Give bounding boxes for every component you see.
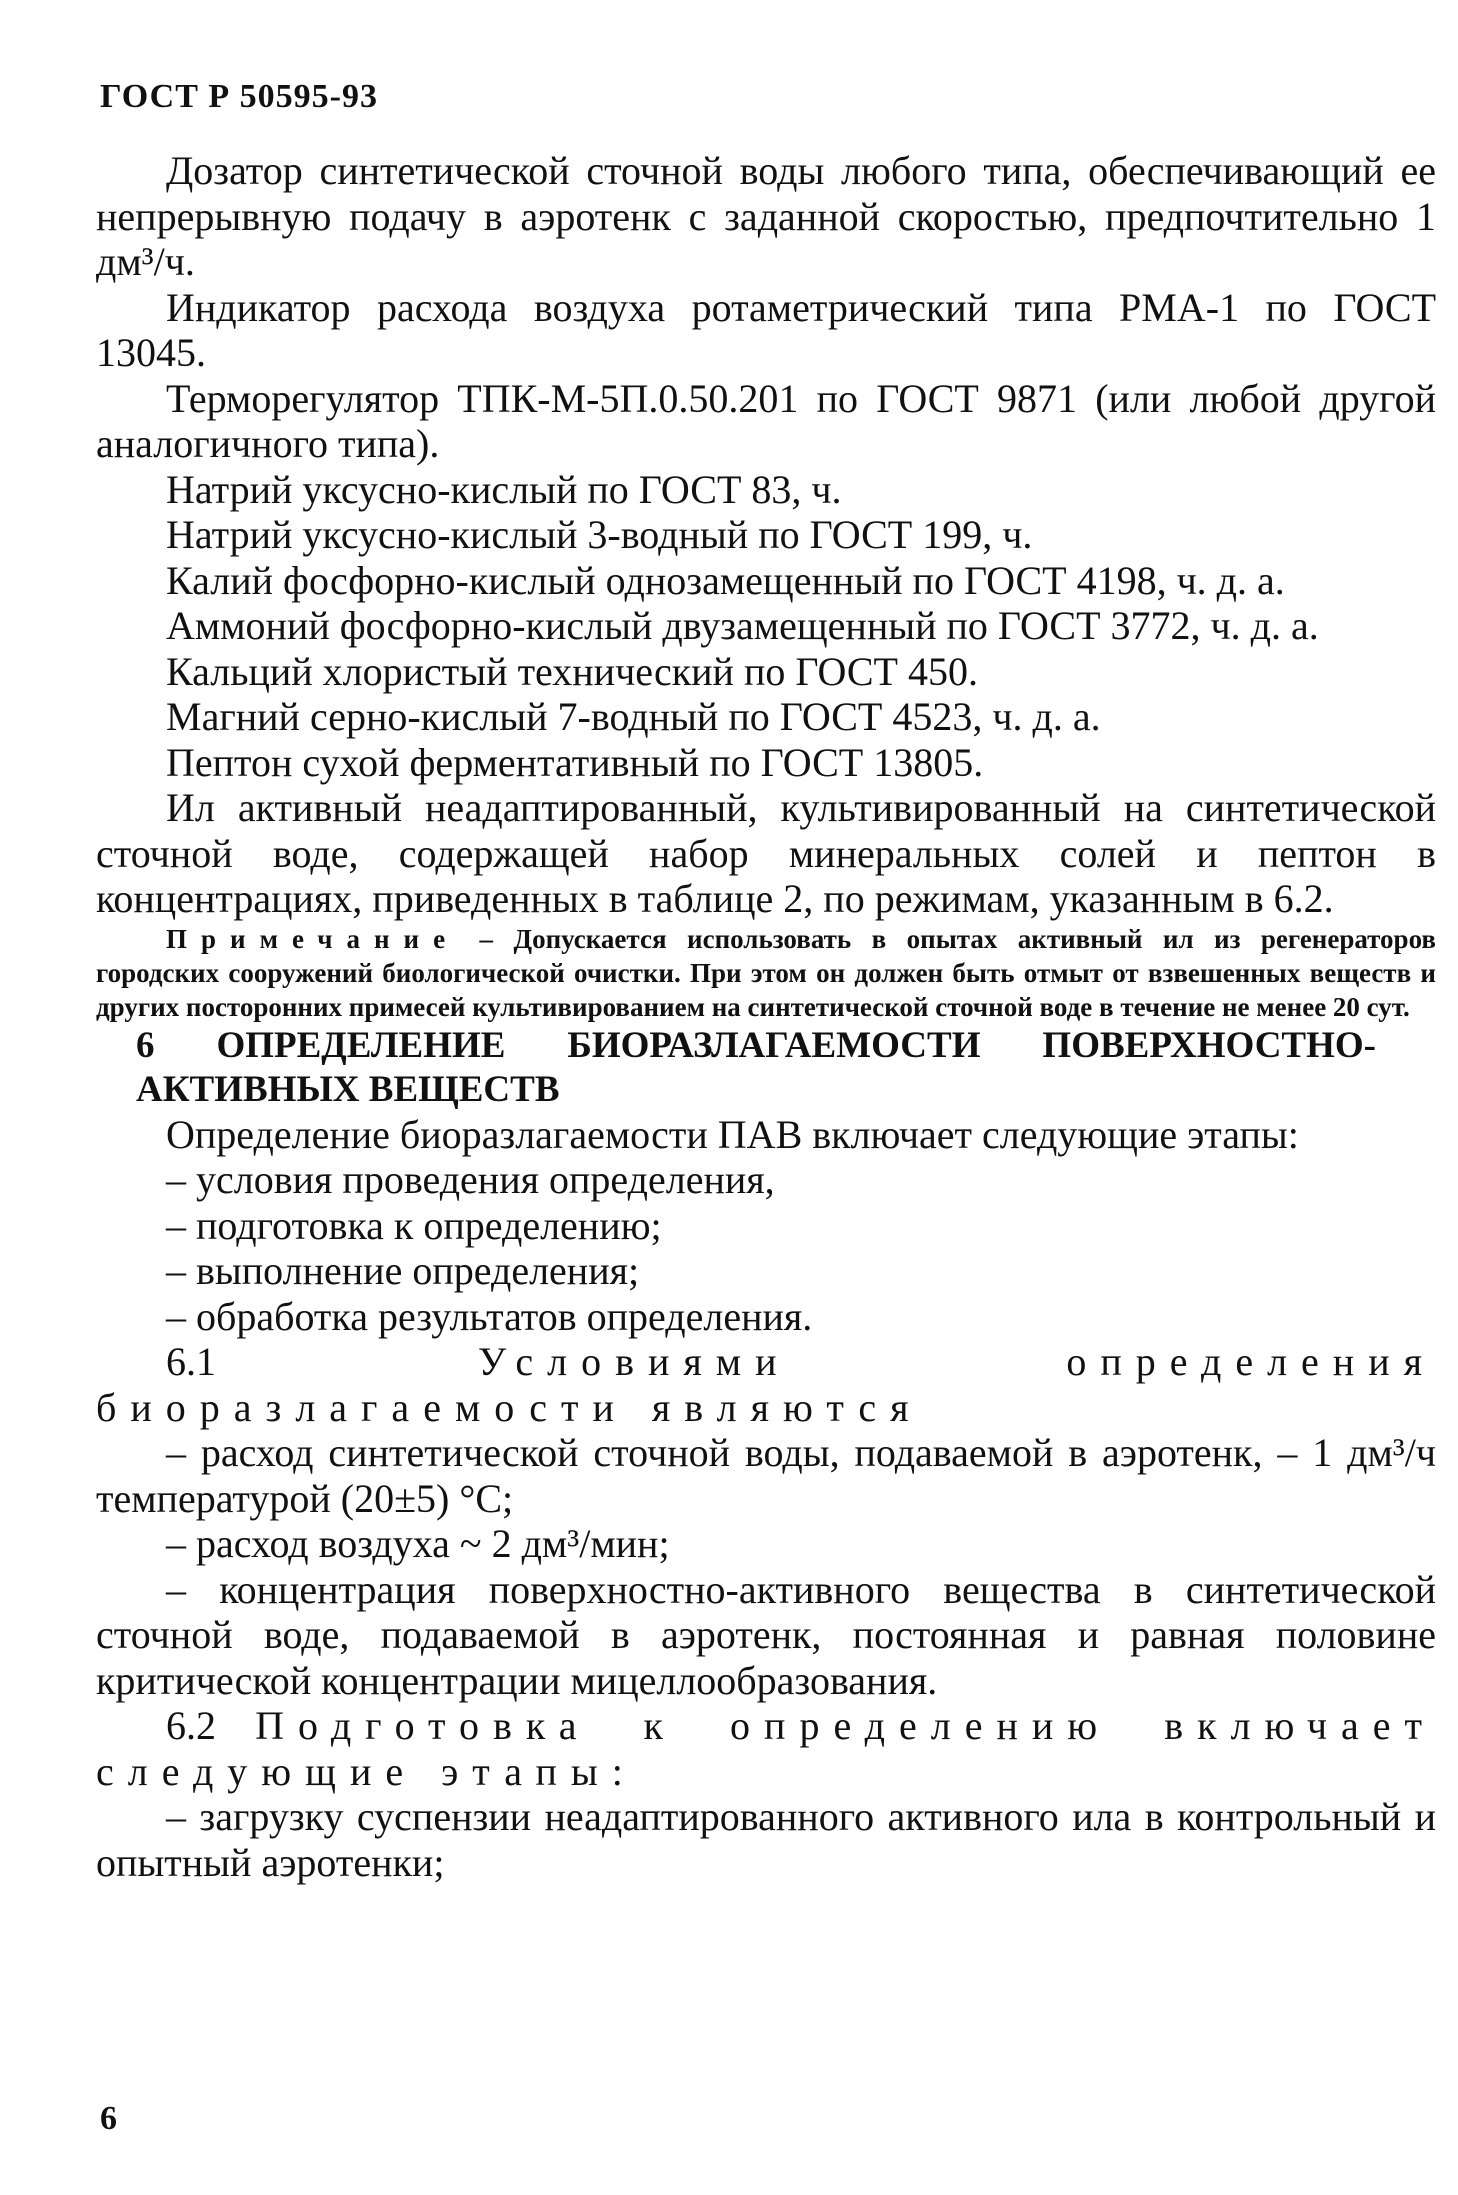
reagent-magnesium-sulfate: Магний серно-кислый 7-водный по ГОСТ 4523, ч. д. а.: [166, 694, 1101, 739]
note-label: Примечание: [166, 923, 460, 954]
stages-intro: Определение биоразлагаемости ПАВ включает следующие этапы:: [166, 1111, 1299, 1157]
condition-item: – расход синтетической сточной воды, подаваемой в аэротенк, – 1 дм³/ч температурой (20±5) °С;: [96, 1430, 1436, 1521]
document-body: [96, 148, 1436, 1885]
page-number: 6: [100, 2100, 117, 2137]
clause-number: 6.2: [166, 1703, 256, 1748]
condition-item: – расход воздуха ~ 2 дм³/мин;: [166, 1521, 670, 1566]
stage-item: – подготовка к определению;: [166, 1202, 662, 1248]
stage-item: – выполнение определения;: [166, 1248, 640, 1293]
stage-item: – условия проведения определения,: [166, 1157, 775, 1202]
reagent-sodium-acetate: Натрий уксусно-кислый по ГОСТ 83, ч.: [166, 466, 842, 512]
section-title: 6 ОПРЕДЕЛЕНИЕ БИОРАЗЛАГАЕМОСТИ ПОВЕРХНОСТНО-АКТИВНЫХ ВЕЩЕСТВ: [136, 1024, 1376, 1110]
reagent-ammonium-phosphate: Аммоний фосфорно-кислый двузамещенный по ГОСТ 3772, ч. д. а.: [166, 603, 1319, 648]
paragraph-activated-sludge: Ил активный неадаптированный, культивированный на синтетической сточной воде, содержащей набор минеральных солей и пептон в концентрациях, приведенных в таблице 2, по режимам, указанным в 6.2.: [96, 785, 1436, 921]
clause-lead: Условиями определения биоразлагаемости являются: [96, 1339, 1436, 1430]
clause-6-2-heading: [96, 1703, 1436, 1794]
clause-lead: Подготовка к определению включает следующие этапы:: [96, 1703, 1437, 1794]
stage-item: – обработка результатов определения.: [166, 1293, 813, 1339]
clause-number: 6.1: [166, 1339, 478, 1384]
note: [96, 922, 1436, 1024]
reagent-peptone: Пептон сухой ферментативный по ГОСТ 13805.: [166, 739, 984, 785]
reagent-sodium-acetate-trihydrate: Натрий уксусно-кислый 3-водный по ГОСТ 199, ч.: [166, 512, 1033, 557]
paragraph-dosing-unit: Дозатор синтетической сточной воды любого типа, обеспечивающий ее непрерывную подачу в аэротенк с заданной скоростью, предпочтительно 1 дм³/ч.: [96, 148, 1436, 284]
reagent-potassium-phosphate: Калий фосфорно-кислый однозамещенный по ГОСТ 4198, ч. д. а.: [166, 557, 1285, 603]
reagent-calcium-chloride: Кальций хлористый технический по ГОСТ 450.: [166, 648, 978, 694]
paragraph-air-flow-indicator: Индикатор расхода воздуха ротаметрический типа РМА-1 по ГОСТ 13045.: [96, 284, 1436, 375]
paragraph-thermoregulator: Терморегулятор ТПК-М-5П.0.50.201 по ГОСТ 9871 (или любой другой аналогичного типа).: [96, 375, 1436, 466]
condition-item: – концентрация поверхностно-активного вещества в синтетической сточной воде, подаваемой в аэротенк, постоянная и равная половине критической концентрации мицеллообразования.: [96, 1566, 1436, 1703]
clause-6-1-heading: [96, 1339, 1436, 1430]
document-header: ГОСТ Р 50595-93: [100, 78, 378, 115]
note-text: – Допускается использовать в опытах активный ил из регенераторов городских сооружений биологической очистки. При этом он должен быть отмыт от взвешенных веществ и других посторонних примесей культивированием на синтетической сточной воде в течение не менее 20 сут.: [96, 923, 1436, 1022]
preparation-item: – загрузку суспензии неадаптированного активного ила в контрольный и опытный аэротенки;: [96, 1794, 1436, 1885]
